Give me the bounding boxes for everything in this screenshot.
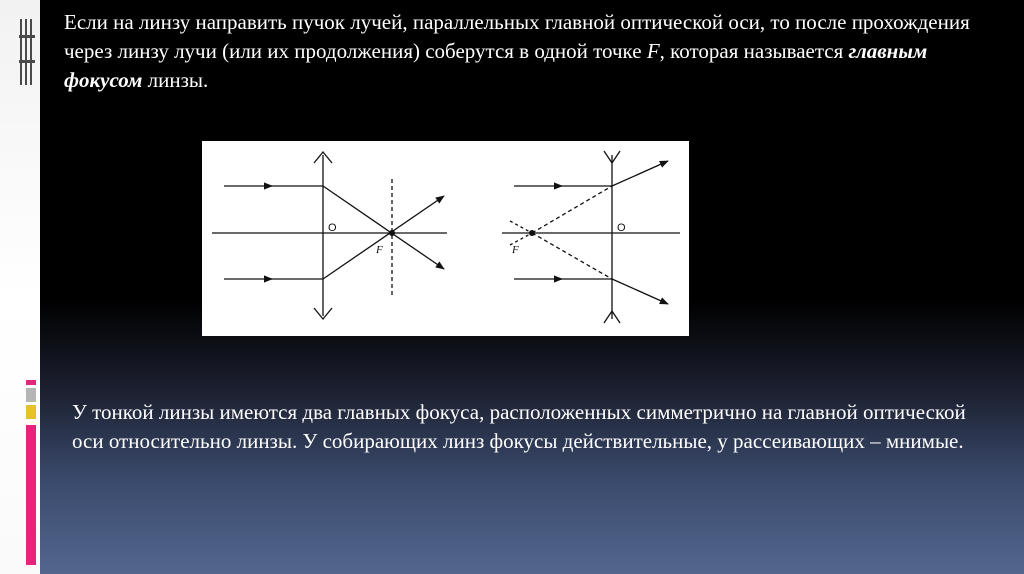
intro-paragraph <box>64 8 1004 95</box>
lens-diagram <box>202 141 689 336</box>
intro-text-3: линзы. <box>142 68 209 92</box>
ray-out-bottom <box>323 196 444 279</box>
converging-focus-label: F <box>376 244 383 256</box>
div-virtual-ext-top <box>510 221 532 233</box>
diverging-center-label: O <box>617 222 626 234</box>
converging-lens-diagram <box>212 152 447 319</box>
focus-term: главным фокусом <box>64 39 928 92</box>
div-ray-out-bottom <box>612 279 668 304</box>
div-virtual-ray-top <box>532 186 612 233</box>
accent-bar-yellow <box>26 405 36 419</box>
diverging-lens-diagram <box>502 151 680 323</box>
ray-out-top <box>323 186 444 269</box>
body-paragraph: У тонкой линзы имеются два главных фокуса, расположенных симметрично на главной оптической оси относительно линзы. У собирающих линз фокусы действительные, у рассеивающих – мнимые. <box>72 400 966 453</box>
converging-center-label: O <box>328 222 337 234</box>
intro-text-2: , которая называется <box>659 39 849 63</box>
accent-bar-pink-1 <box>26 380 36 385</box>
focus-symbol: F <box>646 39 660 63</box>
diverging-focus-label: F <box>512 244 519 256</box>
notebook-icon <box>19 15 35 90</box>
diverging-focus-point <box>529 230 535 236</box>
div-virtual-ray-bottom <box>532 233 612 279</box>
converging-focus-point <box>389 230 395 236</box>
accent-bar-pink-2 <box>26 425 36 565</box>
accent-bar-gray <box>26 388 36 402</box>
div-ray-out-top <box>612 161 668 186</box>
intro-text-1: Если на линзу направить пучок лучей, параллельных главной оптической оси, то после прохождения через линзу лучи (или их продолжения) соберутся в одной точке <box>64 10 970 63</box>
